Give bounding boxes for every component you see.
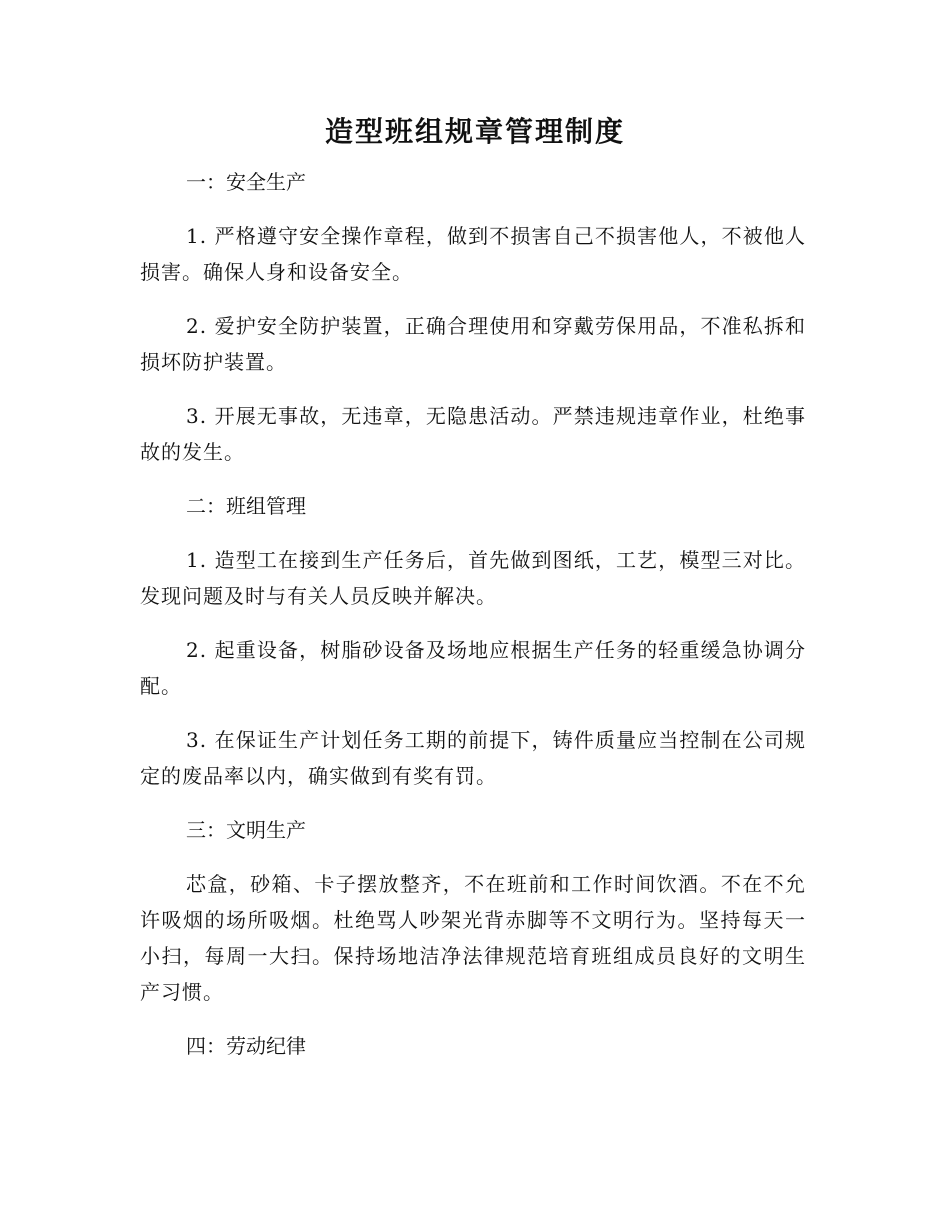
section-heading: 二：班组管理	[186, 494, 306, 518]
section-paragraph: 芯盒，砂箱、卡子摆放整齐，不在班前和工作时间饮酒。不在不允许吸烟的场所吸烟。杜绝骂人吵架光背赤脚等不文明行为。坚持每天一小扫，每周一大扫。保持场地洁净法律规范培育班组成员良好的文明生产习惯。	[140, 872, 806, 1004]
section-civilized-production	[140, 812, 806, 1010]
section-heading: 一：安全生产	[186, 170, 306, 194]
document-body	[140, 164, 806, 1082]
section-paragraph: 3. 在保证生产计划任务工期的前提下，铸件质量应当控制在公司规定的废品率以内，确实做到有奖有罚。	[140, 728, 806, 788]
section-paragraph: 1. 造型工在接到生产任务后，首先做到图纸，工艺，模型三对比。发现问题及时与有关人员反映并解决。	[140, 548, 806, 608]
section-heading: 四：劳动纪律	[186, 1034, 306, 1058]
section-paragraph: 3. 开展无事故，无违章，无隐患活动。严禁违规违章作业，杜绝事故的发生。	[140, 404, 806, 464]
section-heading: 三：文明生产	[186, 818, 306, 842]
section-paragraph: 2. 爱护安全防护装置，正确合理使用和穿戴劳保用品，不准私拆和损坏防护装置。	[140, 314, 806, 374]
section-labor-discipline	[140, 1028, 806, 1064]
document-title: 造型班组规章管理制度	[324, 115, 625, 148]
section-safety	[140, 164, 806, 470]
section-paragraph: 1. 严格遵守安全操作章程，做到不损害自己不损害他人，不被他人损害。确保人身和设备安全。	[140, 224, 806, 284]
section-paragraph: 2. 起重设备，树脂砂设备及场地应根据生产任务的轻重缓急协调分配。	[140, 638, 806, 698]
section-team-management	[140, 488, 806, 794]
